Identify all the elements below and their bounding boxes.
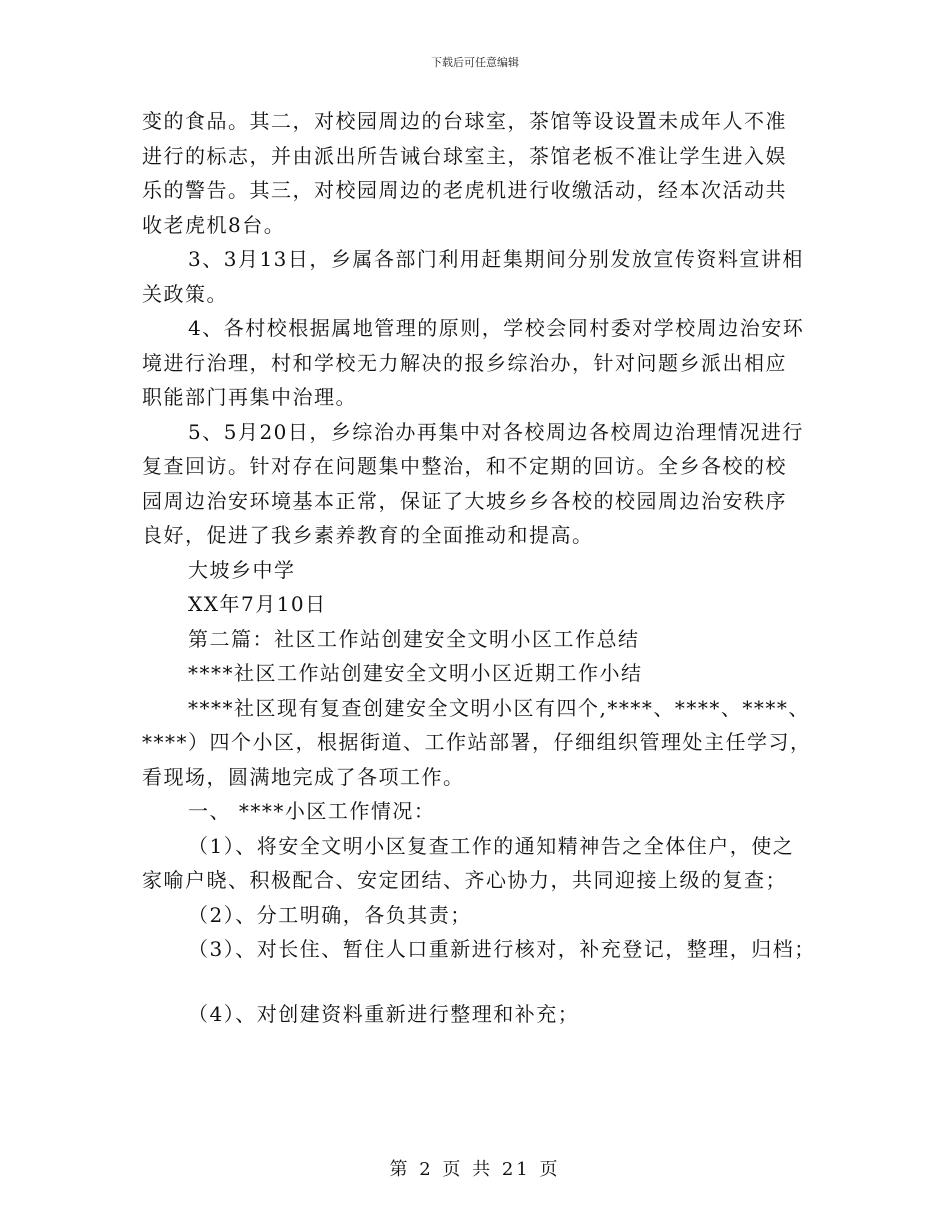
text-line: 良好，促进了我乡素养教育的全面推动和提高。 [142, 523, 594, 547]
text-line: 园周边治安环境基本正常，保证了大坡乡乡各校的校园周边治安秩序 [142, 488, 787, 513]
signature-date: XX年7月10日 [188, 592, 327, 616]
text-line: ****社区现有复查创建安全文明小区有四个,****、****、****、 [188, 695, 810, 720]
text-line: 关政策。 [142, 281, 228, 306]
text-line: 3、3月13日，乡属各部门利用赶集期间分别发放宣传资料宣讲相 [188, 247, 804, 271]
list-heading: 一、 ****小区工作情况： [188, 799, 436, 823]
document-body [142, 104, 822, 1031]
text-line: 4、各村校根据属地管理的原则，学校会同村委对学校周边治安环 [188, 316, 805, 340]
text-line: 变的食品。其二，对校园周边的台球室，茶馆等设设置未成年人不准 [142, 109, 787, 133]
text-line: ****）四个小区，根据街道、工作站部署，仔细组织管理处主任学习， [142, 730, 812, 754]
list-item: （4）、对创建资料重新进行整理和补充； [188, 1001, 580, 1026]
signature-org: 大坡乡中学 [188, 557, 296, 582]
page-header: 下载后可任意编辑 [431, 56, 519, 69]
list-item: （2）、分工明确，各负其责； [188, 902, 472, 927]
text-line: 收老虎机8台。 [142, 212, 286, 237]
section-subtitle: ****社区工作站创建安全文明小区近期工作小结 [188, 661, 643, 685]
text-line: 看现场，圆满地完成了各项工作。 [142, 764, 465, 789]
list-item-continued: 家喻户晓、积极配合、安定团结、齐心协力，共同迎接上级的复查； [142, 868, 787, 892]
text-line: 5、5月20日，乡综治办再集中对各校周边各校周边治理情况进行 [188, 419, 804, 444]
list-item: （1）、将安全文明小区复查工作的通知精神告之全体住户，使之 [188, 833, 795, 858]
text-line: 职能部门再集中治理。 [142, 385, 357, 409]
page-footer: 第 2 页 共 21 页 [389, 1159, 561, 1180]
text-line: 复查回访。针对存在问题集中整治，和不定期的回访。全乡各校的校 [142, 454, 787, 478]
list-item: （3）、对长住、暂住人口重新进行核对，补充登记，整理，归档； [188, 937, 816, 961]
text-line: 境进行治理，村和学校无力解决的报乡综治办，针对问题乡派出相应 [142, 350, 787, 375]
text-line: 进行的标志，并由派出所告诫台球室主，茶馆老板不准让学生进入娱 [142, 143, 787, 168]
section-heading: 第二篇：社区工作站创建安全文明小区工作总结 [188, 626, 640, 651]
text-line: 乐的警告。其三，对校园周边的老虎机进行收缴活动，经本次活动共 [142, 178, 787, 202]
